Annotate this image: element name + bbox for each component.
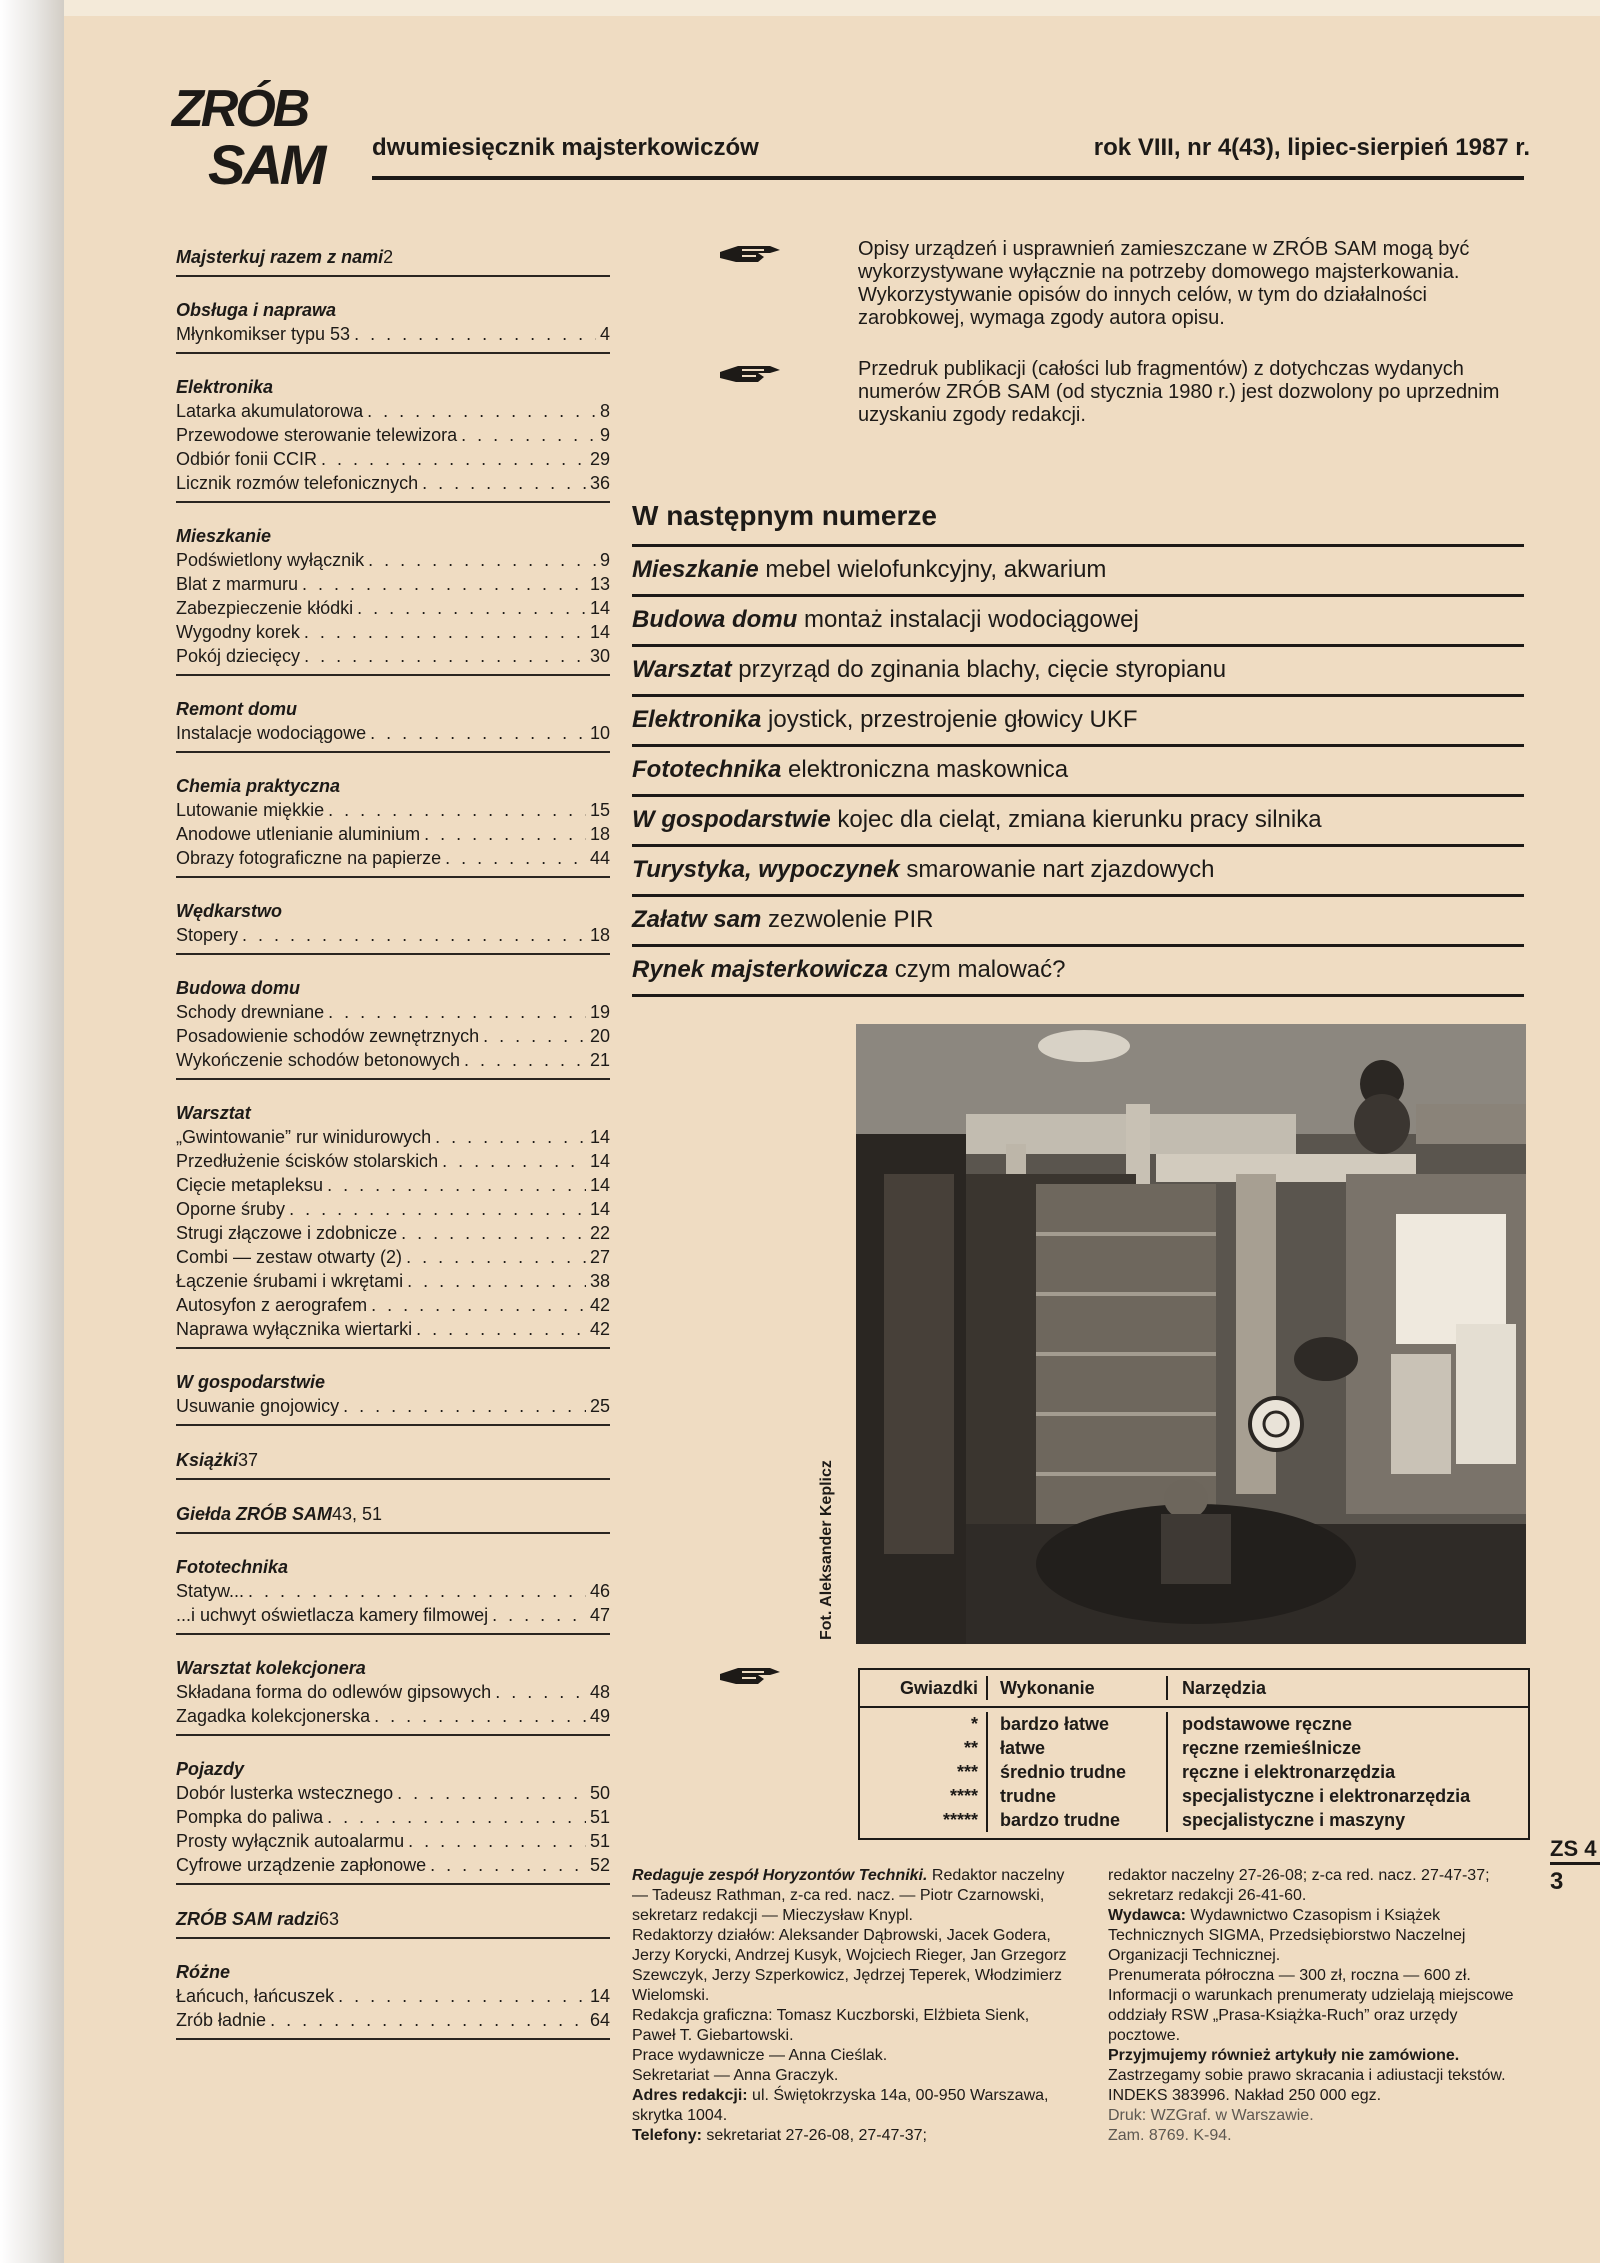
toc-item-title: Zagadka kolekcjonerska xyxy=(176,1706,371,1726)
toc-section xyxy=(176,1502,610,1534)
imprint-right xyxy=(1108,1866,1528,2146)
toc-heading-row xyxy=(176,1502,610,1526)
toc-item xyxy=(176,1245,610,1269)
toc-item-page: 4 xyxy=(599,324,610,344)
toc-heading-row xyxy=(176,245,610,269)
toc-dot-leader xyxy=(442,1149,586,1173)
toc-item-page: 13 xyxy=(589,574,610,594)
pointing-hand-icon xyxy=(718,358,858,427)
toc-item-title: Cięcie metapleksu xyxy=(176,1175,324,1195)
publisher-label: Wydawca: xyxy=(1108,1907,1186,1924)
note-text: Opisy urządzeń i usprawnień zamieszczane w ZRÓB SAM mogą być wykorzystywane wyłącznie na potrzeby domowego majsterkowania. Wykorzystywanie opisów do innych celów, w tym do działalności zarobkowej, wymaga zgody autora opisu. xyxy=(858,238,1470,329)
toc-item xyxy=(176,1024,610,1048)
toc-page: 43, 51 xyxy=(332,1504,383,1524)
imprint-staff: Redaktor naczelny — Tadeusz Rathman, z-ca red. nacz. — Piotr Czarnowski, sekretarz redakcji — Mieczysław Knypl. xyxy=(632,1867,1065,1924)
toc-item-page: 14 xyxy=(589,1175,610,1195)
toc-section xyxy=(176,525,610,676)
page-binding-edge xyxy=(0,0,64,2263)
toc-dot-leader xyxy=(407,1269,586,1293)
toc-item xyxy=(176,1269,610,1293)
imprint-graphics: Redakcja graficzna: Tomasz Kuczborski, Elżbieta Sienk, Paweł T. Giebartowski. xyxy=(632,2007,1030,2044)
toc-item-page: 46 xyxy=(589,1581,610,1601)
phones-label: Telefony: xyxy=(632,2127,702,2144)
next-issue-topics: przyrząd do zginania blachy, cięcie styropianu xyxy=(731,656,1227,683)
toc-item xyxy=(176,644,610,668)
toc-item xyxy=(176,1048,610,1072)
toc-section-title: Warsztat kolekcjonera xyxy=(176,1658,366,1678)
toc-dot-leader xyxy=(408,1829,586,1853)
toc-dot-leader xyxy=(328,798,586,822)
legend-tools: ręczne i elektronarzędzia xyxy=(1182,1762,1396,1782)
toc-item-title: Zrób ładnie xyxy=(176,2010,267,2030)
toc-item xyxy=(176,1317,610,1341)
legend-tools: podstawowe ręczne xyxy=(1182,1714,1353,1734)
toc-section-title: Książki xyxy=(176,1450,239,1470)
next-issue-category: Turystyka, wypoczynek xyxy=(632,856,900,883)
next-issue-topics: montaż instalacji wodociągowej xyxy=(797,606,1139,633)
toc-item-title: Naprawa wyłącznika wiertarki xyxy=(176,1319,413,1339)
toc-item xyxy=(176,596,610,620)
toc-item-title: Wygodny korek xyxy=(176,622,300,642)
next-issue-category: Fototechnika xyxy=(632,756,782,783)
toc-item xyxy=(176,846,610,870)
toc-item-title: Wykończenie schodów betonowych xyxy=(176,1050,460,1070)
toc-item-title: Stopery xyxy=(176,925,239,945)
toc-section xyxy=(176,1102,610,1349)
toc-item-title: Podświetlony wyłącznik xyxy=(176,550,365,570)
toc-item-title: Oporne śruby xyxy=(176,1199,286,1219)
toc-item xyxy=(176,399,610,423)
toc-item xyxy=(176,1853,610,1877)
toc-dot-leader xyxy=(354,322,596,346)
toc-dot-leader xyxy=(304,644,586,668)
next-issue-topics: smarowanie nart zjazdowych xyxy=(899,856,1215,883)
legend-execution: średnio trudne xyxy=(1000,1762,1127,1782)
magazine-subtitle: dwumiesięcznik majsterkowiczów xyxy=(372,134,759,161)
toc-dot-leader xyxy=(270,2008,586,2032)
toc-item xyxy=(176,1704,610,1728)
legend-header-row xyxy=(860,1670,1528,1708)
toc-item xyxy=(176,1603,610,1627)
toc-dot-leader xyxy=(483,1024,586,1048)
toc-section xyxy=(176,376,610,503)
toc-item-page: 18 xyxy=(589,824,610,844)
toc-item xyxy=(176,1394,610,1418)
toc-item-page: 52 xyxy=(589,1855,610,1875)
pointing-hand-icon xyxy=(718,238,858,330)
toc-section-title: Wędkarstwo xyxy=(176,901,283,921)
legend-stars: ***** xyxy=(942,1810,978,1830)
toc-section-title: Fototechnika xyxy=(176,1557,289,1577)
toc-item-page: 38 xyxy=(589,1271,610,1291)
toc-section xyxy=(176,1556,610,1635)
toc-section-title: Majsterkuj razem z nami xyxy=(176,247,384,267)
toc-item xyxy=(176,423,610,447)
toc-item-title: Lutowanie miękkie xyxy=(176,800,325,820)
toc-item-page: 64 xyxy=(589,2010,610,2030)
toc-item-title: Statyw... xyxy=(176,1581,245,1601)
toc-item xyxy=(176,471,610,495)
difficulty-legend-table xyxy=(858,1668,1530,1840)
footer-rule xyxy=(1550,1862,1600,1865)
toc-item-page: 10 xyxy=(589,723,610,743)
next-issue-row xyxy=(632,794,1524,844)
toc-dot-leader xyxy=(242,923,586,947)
next-issue-row xyxy=(632,544,1524,594)
toc-section-title: ZRÓB SAM radzi xyxy=(176,1909,320,1929)
issue-code: ZS 4 xyxy=(1550,1836,1597,1861)
toc-item-page: 19 xyxy=(589,1002,610,1022)
next-issue-category: W gospodarstwie xyxy=(632,806,831,833)
toc-item-page: 42 xyxy=(589,1295,610,1315)
toc-item xyxy=(176,572,610,596)
editorial-notes xyxy=(718,238,1528,455)
next-issue-row xyxy=(632,844,1524,894)
toc-dot-leader xyxy=(343,1394,586,1418)
next-issue-row xyxy=(632,744,1524,794)
zrob-sam-logo xyxy=(168,76,364,190)
toc-section xyxy=(176,775,610,878)
table-of-contents xyxy=(176,245,610,2062)
toc-item xyxy=(176,1221,610,1245)
toc-section xyxy=(176,1448,610,1480)
legend-tools: specjalistyczne i maszyny xyxy=(1182,1810,1406,1830)
toc-section-title: Warsztat xyxy=(176,1103,251,1123)
toc-dot-leader xyxy=(422,471,586,495)
toc-dot-leader xyxy=(445,846,586,870)
toc-section xyxy=(176,698,610,753)
legend-execution-column xyxy=(988,1712,1168,1832)
next-issue-row xyxy=(632,644,1524,694)
toc-item-page: 14 xyxy=(589,1127,610,1147)
toc-item-title: Zabezpieczenie kłódki xyxy=(176,598,354,618)
next-issue-row xyxy=(632,594,1524,644)
imprint-lead: Redaguje zespół Horyzontów Techniki. xyxy=(632,1867,928,1884)
toc-dot-leader xyxy=(416,1317,586,1341)
next-issue-list xyxy=(632,544,1524,997)
toc-dot-leader xyxy=(430,1853,586,1877)
legend-execution: bardzo łatwe xyxy=(1000,1714,1110,1734)
toc-dot-leader xyxy=(424,822,586,846)
toc-item-title: Strugi złączowe i zdobnicze xyxy=(176,1223,398,1243)
toc-dot-leader xyxy=(492,1603,586,1627)
toc-item xyxy=(176,1984,610,2008)
toc-item xyxy=(176,548,610,572)
toc-dot-leader xyxy=(435,1125,586,1149)
toc-item-title: Łączenie śrubami i wkrętami xyxy=(176,1271,404,1291)
note-2 xyxy=(718,358,1528,427)
articles-note: Przyjmujemy również artykuły nie zamówione. xyxy=(1108,2047,1460,2064)
toc-dot-leader xyxy=(289,1197,586,1221)
toc-item xyxy=(176,447,610,471)
toc-item-page: 42 xyxy=(589,1319,610,1339)
toc-item-title: ...i uchwyt oświetlacza kamery filmowej xyxy=(176,1605,489,1625)
header-rule xyxy=(372,176,1524,180)
next-issue-topics: elektroniczna maskownica xyxy=(781,756,1069,783)
toc-item-page: 18 xyxy=(589,925,610,945)
toc-dot-leader xyxy=(461,423,596,447)
toc-item xyxy=(176,1197,610,1221)
toc-dot-leader xyxy=(401,1221,586,1245)
toc-item xyxy=(176,2008,610,2032)
toc-item xyxy=(176,1579,610,1603)
toc-section xyxy=(176,1758,610,1885)
toc-item xyxy=(176,721,610,745)
toc-item-title: Latarka akumulatorowa xyxy=(176,401,364,421)
toc-item-page: 48 xyxy=(589,1682,610,1702)
toc-dot-leader xyxy=(406,1245,586,1269)
editing-rights-note: Zastrzegamy sobie prawo skracania i adiustacji tekstów. xyxy=(1108,2067,1506,2084)
photo-credit: Fot. Aleksander Keplicz xyxy=(818,1460,835,1640)
toc-item-page: 51 xyxy=(589,1831,610,1851)
toc-item xyxy=(176,620,610,644)
toc-dot-leader xyxy=(374,1704,586,1728)
toc-item-page: 9 xyxy=(599,550,610,570)
next-issue-row xyxy=(632,944,1524,994)
toc-item xyxy=(176,1293,610,1317)
pointing-hand-icon xyxy=(718,1664,784,1691)
legend-tools: specjalistyczne i elektronarzędzia xyxy=(1182,1786,1471,1806)
toc-item-title: Schody drewniane xyxy=(176,1002,325,1022)
toc-item-title: Składana forma do odlewów gipsowych xyxy=(176,1682,492,1702)
toc-dot-leader xyxy=(327,1173,586,1197)
toc-section xyxy=(176,977,610,1080)
toc-item xyxy=(176,1829,610,1853)
next-issue-row xyxy=(632,894,1524,944)
next-issue-category: Rynek majsterkowicza xyxy=(632,956,889,983)
next-issue-category: Elektronika xyxy=(632,706,762,733)
toc-dot-leader xyxy=(327,1805,586,1829)
toc-item xyxy=(176,322,610,346)
toc-section-title: Giełda ZRÓB SAM xyxy=(176,1504,333,1524)
toc-section xyxy=(176,245,610,277)
next-issue-topics: kojec dla cieląt, zmiana kierunku pracy silnika xyxy=(830,806,1322,833)
toc-item xyxy=(176,798,610,822)
toc-dot-leader xyxy=(248,1579,586,1603)
toc-item-title: Dobór lusterka wstecznego xyxy=(176,1783,394,1803)
legend-execution: bardzo trudne xyxy=(1000,1810,1120,1830)
toc-section xyxy=(176,1657,610,1736)
toc-item xyxy=(176,822,610,846)
toc-heading-row xyxy=(176,1448,610,1472)
next-issue-category: Mieszkanie xyxy=(632,556,759,583)
toc-dot-leader xyxy=(338,1984,586,2008)
toc-item-page: 47 xyxy=(589,1605,610,1625)
toc-item-page: 15 xyxy=(589,800,610,820)
toc-item-title: Odbiór fonii CCIR xyxy=(176,449,318,469)
toc-item-title: Obrazy fotograficzne na papierze xyxy=(176,848,442,868)
next-issue-bottom-rule xyxy=(632,994,1524,997)
toc-item-page: 20 xyxy=(589,1026,610,1046)
toc-item-title: Cyfrowe urządzenie zapłonowe xyxy=(176,1855,427,1875)
toc-section xyxy=(176,1371,610,1426)
toc-item-page: 36 xyxy=(589,473,610,493)
toc-section-title: Różne xyxy=(176,1962,230,1982)
toc-item-page: 14 xyxy=(589,598,610,618)
toc-item-page: 9 xyxy=(599,425,610,445)
next-issue-category: Załatw sam xyxy=(632,906,762,933)
next-issue-category: Budowa domu xyxy=(632,606,798,633)
legend-stars: *** xyxy=(956,1762,978,1782)
note-1 xyxy=(718,238,1528,330)
legend-stars: **** xyxy=(949,1786,978,1806)
toc-page: 37 xyxy=(238,1450,259,1470)
toc-item xyxy=(176,1149,610,1173)
order-number: Zam. 8769. K-94. xyxy=(1108,2127,1232,2144)
imprint-secretariat: Sekretariat — Anna Graczyk. xyxy=(632,2067,839,2084)
toc-item xyxy=(176,1000,610,1024)
legend-execution: łatwe xyxy=(1000,1738,1046,1758)
toc-item xyxy=(176,1680,610,1704)
toc-item-title: Pokój dziecięcy xyxy=(176,646,301,666)
toc-dot-leader xyxy=(397,1781,586,1805)
legend-header-execution: Wykonanie xyxy=(988,1676,1168,1700)
toc-item-page: 30 xyxy=(589,646,610,666)
toc-dot-leader xyxy=(367,399,596,423)
next-issue-category: Warsztat xyxy=(632,656,732,683)
toc-item-page: 14 xyxy=(589,1199,610,1219)
toc-item-page: 14 xyxy=(589,622,610,642)
toc-item-page: 50 xyxy=(589,1783,610,1803)
toc-section xyxy=(176,1961,610,2040)
address-label: Adres redakcji: xyxy=(632,2087,748,2104)
legend-stars-column xyxy=(860,1712,988,1832)
toc-item-title: Instalacje wodociągowe xyxy=(176,723,367,743)
toc-item xyxy=(176,1173,610,1197)
toc-dot-leader xyxy=(370,721,586,745)
toc-item xyxy=(176,1805,610,1829)
toc-item-page: 14 xyxy=(589,1151,610,1171)
toc-page: 63 xyxy=(319,1909,340,1929)
toc-dot-leader xyxy=(368,548,596,572)
legend-execution: trudne xyxy=(1000,1786,1056,1806)
legend-body xyxy=(860,1708,1528,1838)
toc-section xyxy=(176,299,610,354)
toc-dot-leader xyxy=(371,1293,586,1317)
next-issue-topics: czym malować? xyxy=(888,956,1066,983)
next-issue-topics: mebel wielofunkcyjny, akwarium xyxy=(758,556,1107,583)
toc-item-title: Anodowe utlenianie aluminium xyxy=(176,824,421,844)
toc-item xyxy=(176,923,610,947)
imprint-left xyxy=(632,1866,1072,2146)
toc-item-page: 29 xyxy=(589,449,610,469)
svg-text:SAM: SAM xyxy=(208,133,324,190)
page-number: 3 xyxy=(1550,1868,1564,1895)
toc-item-page: 27 xyxy=(589,1247,610,1267)
toc-item-title: Combi — zestaw otwarty (2) xyxy=(176,1247,403,1267)
toc-item-title: Usuwanie gnojowicy xyxy=(176,1396,340,1416)
legend-tools: ręczne rzemieślnicze xyxy=(1182,1738,1362,1758)
toc-item-title: Łańcuch, łańcuszek xyxy=(176,1986,335,2006)
toc-section-title: Obsługa i naprawa xyxy=(176,300,337,320)
childrens-room-photo xyxy=(856,1024,1526,1644)
toc-heading-row xyxy=(176,1907,610,1931)
toc-section-title: Mieszkanie xyxy=(176,526,272,546)
subscription-text: Prenumerata półroczna — 300 zł, roczna — 600 zł. Informacji o warunkach prenumeraty udzielają miejscowe oddziały RSW „Prasa-Książka-Ruch” oraz urzędy pocztowe. xyxy=(1108,1967,1514,2044)
legend-stars: * xyxy=(970,1714,978,1734)
next-issue-title: W następnym numerze xyxy=(632,500,937,531)
toc-item-page: 22 xyxy=(589,1223,610,1243)
legend-tools-column xyxy=(1168,1712,1528,1832)
toc-section-title: Remont domu xyxy=(176,699,297,719)
toc-item-title: Blat z marmuru xyxy=(176,574,299,594)
toc-section-title: W gospodarstwie xyxy=(176,1372,326,1392)
toc-item-page: 49 xyxy=(589,1706,610,1726)
toc-item-title: Pompka do paliwa xyxy=(176,1807,324,1827)
toc-item-title: Autosyfon z aerografem xyxy=(176,1295,368,1315)
toc-dot-leader xyxy=(495,1680,586,1704)
toc-item-title: Przedłużenie ścisków stolarskich xyxy=(176,1151,439,1171)
phones-text: sekretariat 27-26-08, 27-47-37; xyxy=(701,2127,927,2144)
toc-item-title: Prosty wyłącznik autoalarmu xyxy=(176,1831,405,1851)
toc-item-page: 51 xyxy=(589,1807,610,1827)
toc-section-title: Elektronika xyxy=(176,377,274,397)
imprint-publishing: Prace wydawnicze — Anna Cieślak. xyxy=(632,2047,888,2064)
toc-item-title: Przewodowe sterowanie telewizora xyxy=(176,425,458,445)
toc-item-title: Licznik rozmów telefonicznych xyxy=(176,473,419,493)
toc-section-title: Chemia praktyczna xyxy=(176,776,341,796)
toc-item-page: 44 xyxy=(589,848,610,868)
toc-section-title: Pojazdy xyxy=(176,1759,245,1779)
toc-section xyxy=(176,1907,610,1939)
toc-item-page: 8 xyxy=(599,401,610,421)
legend-header-tools: Narzędzia xyxy=(1182,1678,1267,1698)
next-issue-topics: joystick, przestrojenie głowicy UKF xyxy=(761,706,1138,733)
toc-dot-leader xyxy=(357,596,586,620)
svg-text:ZRÓB: ZRÓB xyxy=(172,80,308,138)
note-text: Przedruk publikacji (całości lub fragmentów) z dotychczas wydanych numerów ZRÓB SAM (od stycznia 1980 r.) jest dozwolony po uprzednim uzyskaniu zgody redakcji. xyxy=(858,358,1500,426)
toc-item-title: Młynkomikser typu 53 xyxy=(176,324,351,344)
toc-item-page: 21 xyxy=(589,1050,610,1070)
printer-info: Druk: WZGraf. w Warszawie. xyxy=(1108,2107,1314,2124)
next-issue-topics: zezwolenie PIR xyxy=(761,906,934,933)
toc-dot-leader xyxy=(464,1048,586,1072)
issue-info: rok VIII, nr 4(43), lipiec-sierpień 1987 r. xyxy=(1093,134,1530,161)
imprint-phones-more: redaktor naczelny 27-26-08; z-ca red. nacz. 27-47-37; sekretarz redakcji 26-41-60. xyxy=(1108,1867,1490,1904)
legend-header-stars: Gwiazdki xyxy=(860,1676,988,1700)
toc-item xyxy=(176,1781,610,1805)
toc-dot-leader xyxy=(304,620,586,644)
toc-section xyxy=(176,900,610,955)
toc-item-title: „Gwintowanie” rur winidurowych xyxy=(176,1127,432,1147)
toc-item-title: Posadowienie schodów zewnętrznych xyxy=(176,1026,480,1046)
publisher-text: Wydawnictwo Czasopism i Książek Technicznych SIGMA, Przedsiębiorstwo Naczelnej Organizacji Technicznej. xyxy=(1108,1907,1466,1964)
toc-item-page: 14 xyxy=(589,1986,610,2006)
toc-dot-leader xyxy=(302,572,586,596)
address-text: ul. Świętokrzyska 14a, 00-950 Warszawa, skrytka 1004. xyxy=(632,2087,1049,2124)
toc-page: 2 xyxy=(383,247,394,267)
next-issue-row xyxy=(632,694,1524,744)
index-circulation: INDEKS 383996. Nakład 250 000 egz. xyxy=(1108,2087,1382,2104)
toc-dot-leader xyxy=(321,447,586,471)
imprint-editors: Redaktorzy działów: Aleksander Dąbrowski, Jacek Godera, Jerzy Korycki, Andrzej Kusyk, Wojciech Rieger, Jan Grzegorz Szewczyk, Jerzy Szperkowicz, Jędrzej Teperek, Włodzimierz Wielomski. xyxy=(632,1927,1067,2004)
toc-dot-leader xyxy=(328,1000,586,1024)
toc-item-page: 25 xyxy=(589,1396,610,1416)
legend-stars: ** xyxy=(963,1738,978,1758)
toc-item xyxy=(176,1125,610,1149)
toc-section-title: Budowa domu xyxy=(176,978,300,998)
